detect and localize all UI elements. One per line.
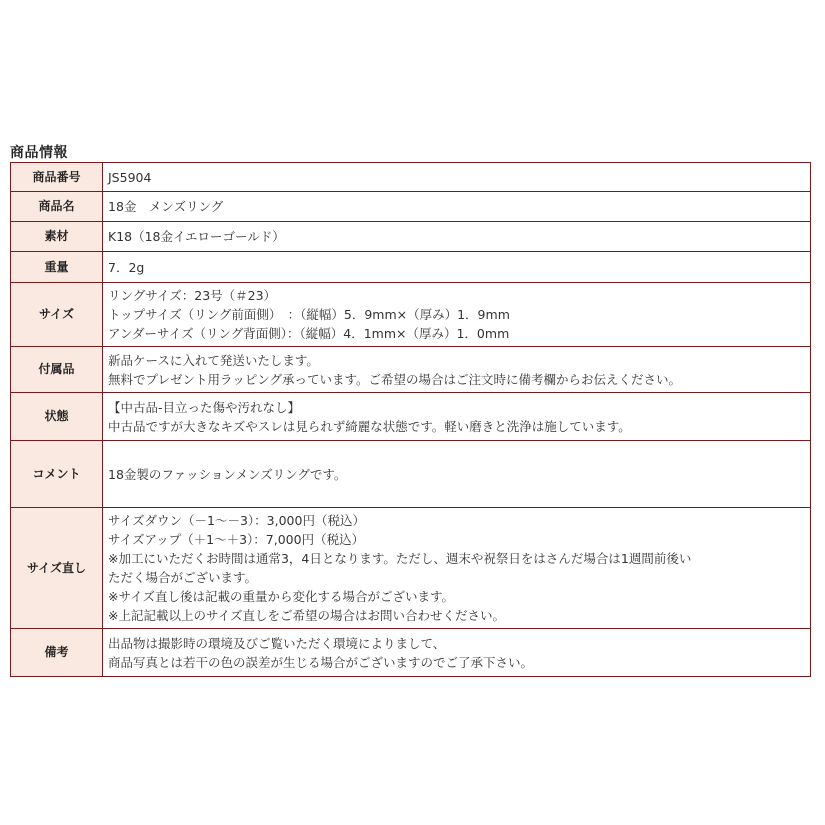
row-label-material: 素材 xyxy=(11,222,103,252)
table-row xyxy=(11,441,811,508)
section-title: 商品情報 xyxy=(10,145,68,161)
value-line: ※サイズ直し後は記載の重量から変化する場合がございます。 xyxy=(108,589,454,604)
value-line: ただく場合がございます。 xyxy=(108,570,258,585)
value-line: アンダーサイズ（リング背面側）：（縦幅）4．1mm×（厚み）1．0mm xyxy=(108,326,510,341)
table-row xyxy=(11,508,811,629)
product-info-table xyxy=(10,162,811,677)
row-value-resize xyxy=(103,508,811,629)
row-label-comment: コメント xyxy=(11,441,103,508)
value-line: K18（18金イエローゴールド） xyxy=(108,229,285,244)
row-label-accessories: 付属品 xyxy=(11,347,103,393)
value-line: 7．2g xyxy=(108,259,145,275)
row-value-accessories xyxy=(103,347,811,393)
value-line: 出品物は撮影時の環境及びご覧いただく環境によりまして、 xyxy=(108,635,446,651)
table-row xyxy=(11,283,811,347)
row-value-product-name xyxy=(103,192,811,222)
table-row xyxy=(11,347,811,393)
value-line: リングサイズ：23号（＃23） xyxy=(108,288,277,303)
value-line: 新品ケースに入れて発送いたします。 xyxy=(108,352,319,368)
row-value-condition xyxy=(103,393,811,441)
table-row xyxy=(11,629,811,677)
value-line: 【中古品-目立った傷や汚れなし】 xyxy=(108,399,301,415)
row-value-weight xyxy=(103,252,811,283)
table-row xyxy=(11,393,811,441)
row-label-notes: 備考 xyxy=(11,629,103,677)
table-row xyxy=(11,192,811,222)
row-label-product-number: 商品番号 xyxy=(11,163,103,192)
table-row xyxy=(11,163,811,192)
value-line: JS5904 xyxy=(108,169,152,185)
value-line: トップサイズ（リング前面側） ：（縦幅）5．9mm×（厚み）1．9mm xyxy=(108,307,510,322)
value-line: 18金製のファッションメンズリングです。 xyxy=(108,466,347,482)
row-label-weight: 重量 xyxy=(11,252,103,283)
value-line: 中古品ですが大きなキズやスレは見られず綺麗な状態です。軽い磨きと洗浄は施しています。 xyxy=(108,418,631,434)
row-label-product-name: 商品名 xyxy=(11,192,103,222)
value-line: ※上記記載以上のサイズ直しをご希望の場合はお問い合わせください。 xyxy=(108,608,505,623)
value-line: ※加工にいただくお時間は通常3，4日となります。ただし、週末や祝祭日をはさんだ場合は1週間前後い xyxy=(108,551,692,566)
value-line: サイズアップ（＋1～＋3）：7,000円（税込） xyxy=(108,532,365,547)
value-line: 18金 メンズリング xyxy=(108,199,224,214)
value-line: サイズダウン（－1～－3）：3,000円（税込） xyxy=(108,513,365,528)
row-value-size xyxy=(103,283,811,347)
row-value-comment xyxy=(103,441,811,508)
value-line: 商品写真とは若干の色の誤差が生じる場合がございますのでご了承下さい。 xyxy=(108,654,534,670)
row-label-resize: サイズ直し xyxy=(11,508,103,629)
row-value-product-number xyxy=(103,163,811,192)
row-label-size: サイズ xyxy=(11,283,103,347)
row-value-notes xyxy=(103,629,811,677)
value-line: 無料でプレゼント用ラッピング承っています。ご希望の場合はご注文時に備考欄からお伝えください。 xyxy=(108,371,682,387)
row-value-material xyxy=(103,222,811,252)
row-label-condition: 状態 xyxy=(11,393,103,441)
table-row xyxy=(11,252,811,283)
table-row xyxy=(11,222,811,252)
